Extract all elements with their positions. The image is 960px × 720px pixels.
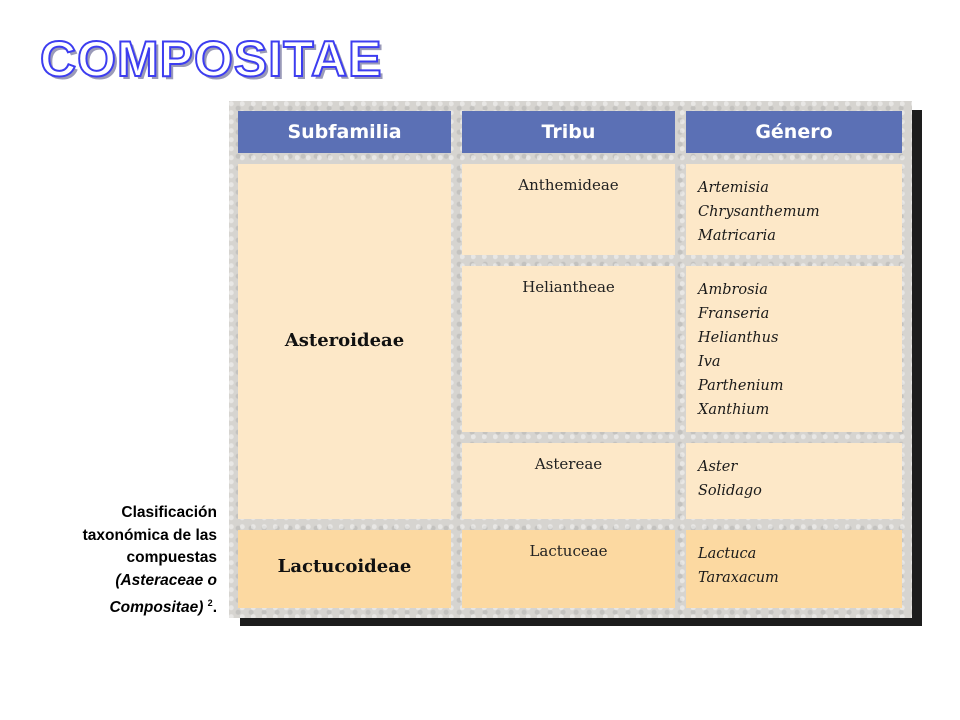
genus-item: Helianthus (698, 330, 779, 346)
subfamily-cell (238, 164, 451, 519)
figure-caption (17, 502, 217, 620)
header-tribu: Tribu (462, 111, 675, 153)
genus-item: Matricaria (698, 228, 776, 244)
genus-item: Parthenium (698, 378, 784, 394)
caption-line: compuestas (126, 549, 217, 566)
tribe-cell (462, 164, 675, 255)
genus-item: Xanthium (698, 402, 770, 418)
subfamily-label: Asteroideae (284, 330, 405, 351)
tribe-cell (462, 266, 675, 432)
genus-item: Chrysanthemum (698, 204, 820, 220)
tribe-cell (462, 530, 675, 608)
genus-item: Franseria (698, 306, 770, 322)
genus-list (698, 542, 779, 590)
caption-line: Clasificación (121, 504, 217, 521)
classification-table (229, 101, 912, 618)
tribe-label: Lactuceae (529, 542, 608, 560)
genus-cell (686, 530, 902, 608)
caption-reference: 2 (207, 598, 213, 608)
genus-cell (686, 266, 902, 432)
tribe-cell (462, 443, 675, 519)
genus-item: Artemisia (698, 180, 769, 196)
genus-cell (686, 443, 902, 519)
header-subfamilia: Subfamilia (238, 111, 451, 153)
subfamily-cell (238, 530, 451, 608)
genus-list (698, 176, 820, 248)
genus-cell (686, 164, 902, 255)
caption-line-last (17, 592, 217, 620)
genus-item: Lactuca (698, 546, 757, 562)
genus-list (698, 455, 762, 503)
header-genero: Género (686, 111, 902, 153)
tribe-label: Anthemideae (518, 176, 619, 194)
caption-line: Compositae) (109, 599, 204, 616)
genus-list (698, 278, 784, 422)
tribe-label: Heliantheae (522, 278, 615, 296)
caption-line: (Asteraceae o (115, 571, 217, 589)
genus-item: Aster (698, 459, 738, 475)
subfamily-label: Lactucoideae (277, 556, 412, 577)
slide-title: COMPOSITAE (40, 31, 383, 87)
caption-line: taxonómica de las (82, 526, 217, 544)
genus-item: Iva (698, 354, 721, 370)
caption-end: . (212, 599, 217, 616)
genus-item: Ambrosia (698, 282, 768, 298)
genus-item: Taraxacum (698, 570, 779, 586)
genus-item: Solidago (698, 483, 762, 499)
tribe-label: Astereae (534, 455, 603, 473)
